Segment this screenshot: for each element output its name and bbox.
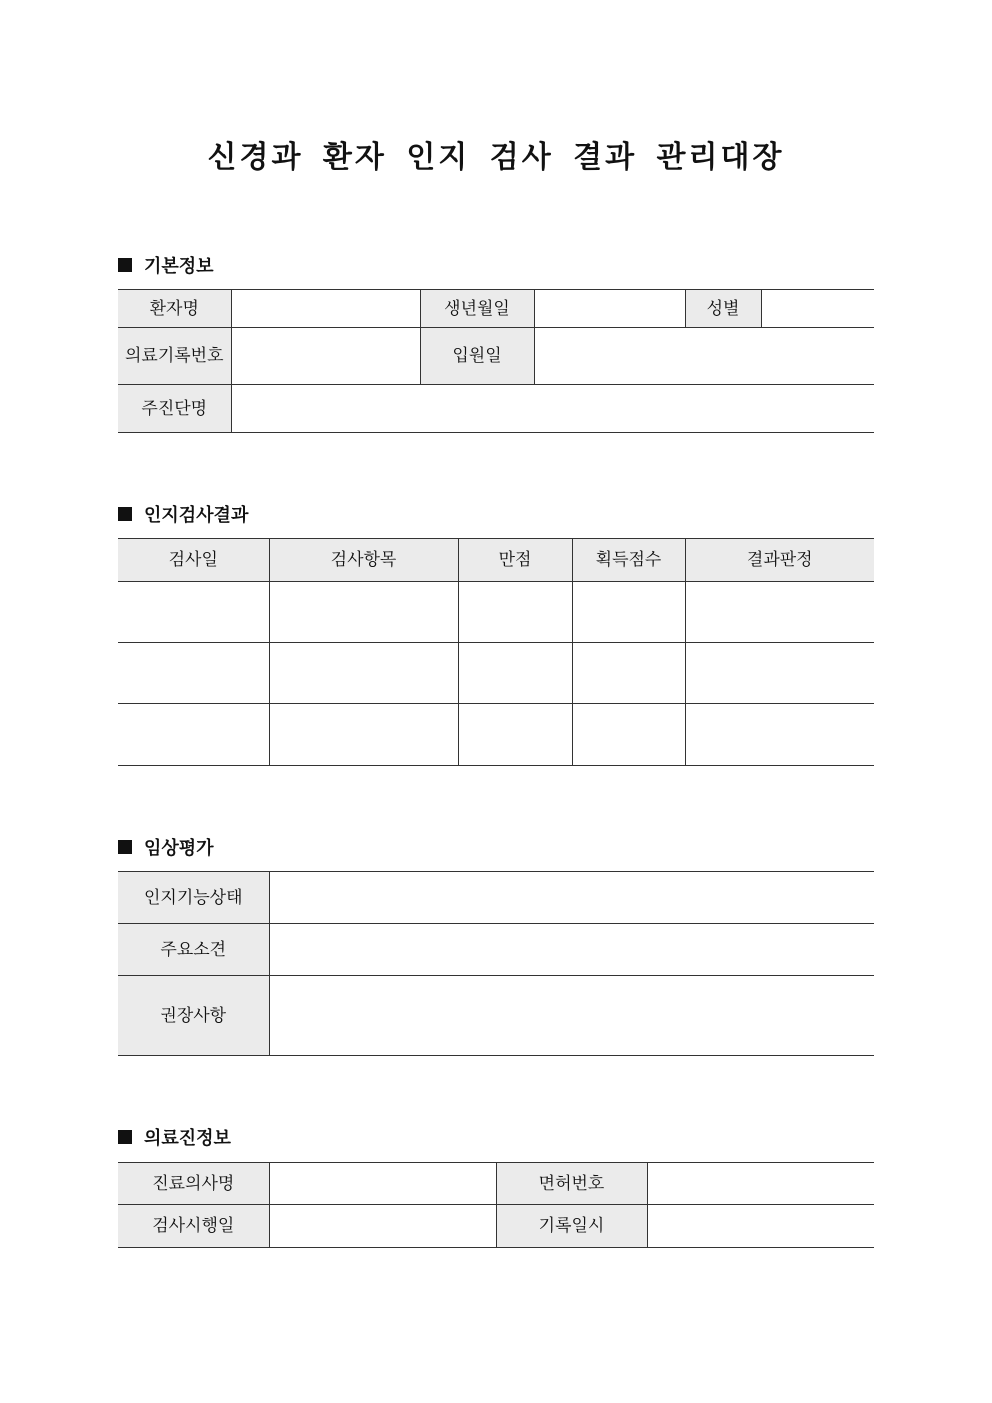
recommendations-field[interactable]	[269, 976, 874, 1056]
square-bullet-icon	[118, 507, 132, 521]
medical-record-number-label: 의료기록번호	[118, 328, 231, 385]
result-cell[interactable]	[685, 582, 874, 643]
table-row	[118, 704, 874, 766]
test-date-cell[interactable]	[118, 704, 269, 766]
table-row	[118, 643, 874, 704]
recommendations-label: 권장사항	[118, 976, 269, 1056]
basic-info-table	[118, 289, 874, 433]
result-cell[interactable]	[685, 704, 874, 766]
sex-label: 성별	[685, 290, 761, 328]
admission-date-field[interactable]	[534, 328, 874, 385]
test-date-cell[interactable]	[118, 582, 269, 643]
column-header-result: 결과판정	[685, 539, 874, 582]
cognitive-status-field[interactable]	[269, 872, 874, 924]
license-number-field[interactable]	[647, 1163, 874, 1205]
table-row	[118, 582, 874, 643]
result-cell[interactable]	[685, 643, 874, 704]
main-findings-field[interactable]	[269, 924, 874, 976]
section-heading-cognitive	[118, 502, 248, 526]
birth-date-field[interactable]	[534, 290, 685, 328]
section-heading-staff	[118, 1125, 231, 1149]
section-heading-clinical-text: 임상평가	[144, 838, 214, 859]
primary-diagnosis-field[interactable]	[231, 385, 874, 433]
square-bullet-icon	[118, 840, 132, 854]
clinical-evaluation-table	[118, 871, 874, 1056]
cognitive-test-table	[118, 538, 874, 766]
column-header-test-date: 검사일	[118, 539, 269, 582]
sex-field[interactable]	[761, 290, 874, 328]
admission-date-label: 입원일	[420, 328, 534, 385]
column-header-test-item: 검사항목	[269, 539, 458, 582]
primary-diagnosis-label: 주진단명	[118, 385, 231, 433]
medical-record-number-field[interactable]	[231, 328, 420, 385]
test-item-cell[interactable]	[269, 582, 458, 643]
column-header-max-score: 만점	[458, 539, 572, 582]
patient-name-label: 환자명	[118, 290, 231, 328]
section-heading-basic	[118, 253, 214, 277]
doctor-name-field[interactable]	[269, 1163, 496, 1205]
square-bullet-icon	[118, 1130, 132, 1144]
main-findings-label: 주요소견	[118, 924, 269, 976]
cognitive-status-label: 인지기능상태	[118, 872, 269, 924]
record-datetime-label: 기록일시	[496, 1205, 647, 1248]
medical-staff-table	[118, 1162, 874, 1248]
section-heading-staff-text: 의료진정보	[144, 1128, 231, 1149]
birth-date-label: 생년월일	[420, 290, 534, 328]
max-score-cell[interactable]	[458, 704, 572, 766]
section-heading-cognitive-text: 인지검사결과	[144, 505, 249, 526]
exam-date-field[interactable]	[269, 1205, 496, 1248]
max-score-cell[interactable]	[458, 582, 572, 643]
doctor-name-label: 진료의사명	[118, 1163, 269, 1205]
column-header-obtained-score: 획득점수	[572, 539, 685, 582]
test-item-cell[interactable]	[269, 643, 458, 704]
obtained-score-cell[interactable]	[572, 582, 685, 643]
section-heading-basic-text: 기본정보	[144, 256, 214, 277]
obtained-score-cell[interactable]	[572, 643, 685, 704]
section-heading-clinical	[118, 835, 214, 859]
patient-name-field[interactable]	[231, 290, 420, 328]
record-datetime-field[interactable]	[647, 1205, 874, 1248]
page-title: 신경과 환자 인지 검사 결과 관리대장	[207, 140, 785, 175]
test-date-cell[interactable]	[118, 643, 269, 704]
obtained-score-cell[interactable]	[572, 704, 685, 766]
square-bullet-icon	[118, 258, 132, 272]
test-item-cell[interactable]	[269, 704, 458, 766]
exam-date-label: 검사시행일	[118, 1205, 269, 1248]
license-number-label: 면허번호	[496, 1163, 647, 1205]
max-score-cell[interactable]	[458, 643, 572, 704]
